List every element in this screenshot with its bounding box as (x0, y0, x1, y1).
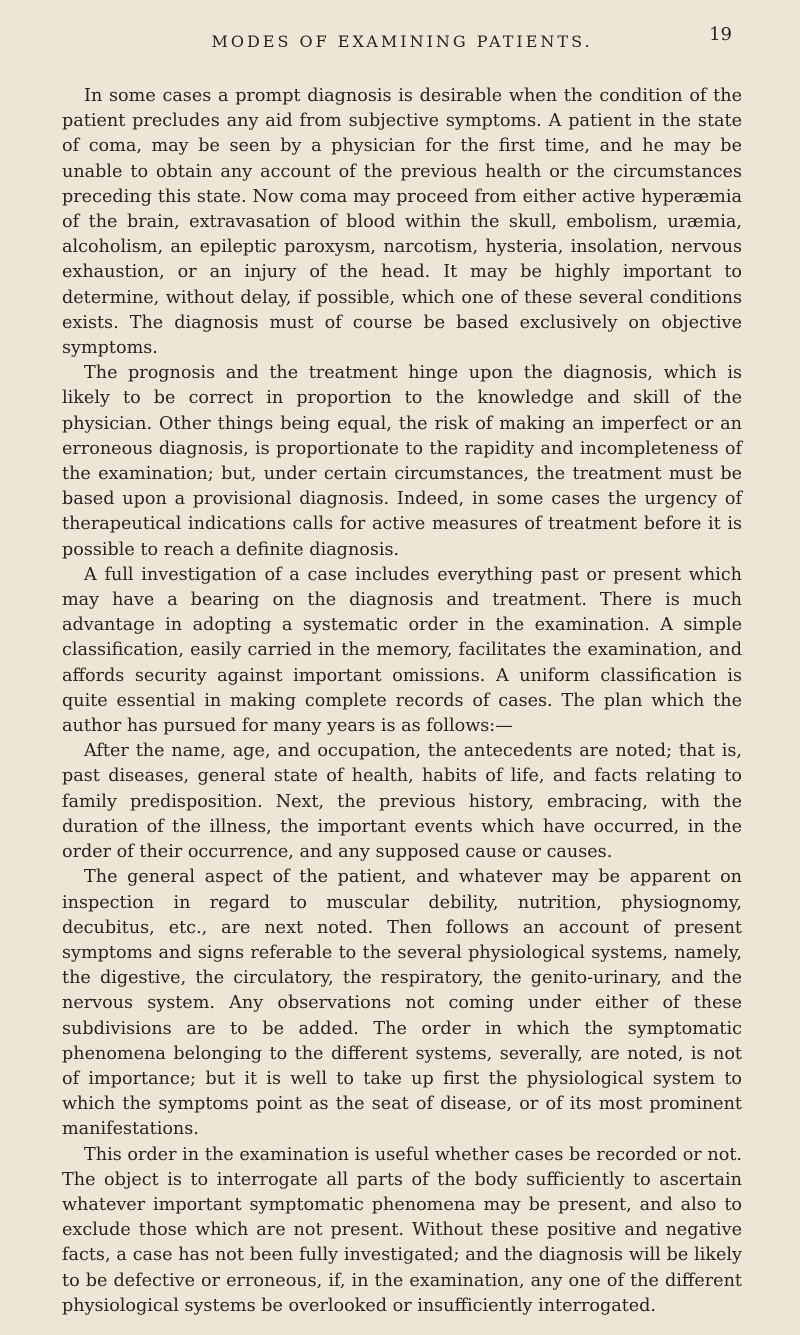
running-head-title: MODES OF EXAMINING PATIENTS. (211, 32, 593, 51)
paragraph-examination-order: This order in the examination is useful whether cases be recorded or not. The object is to interrogate all parts of the body sufficiently to ascertain whatever important symptomatic phenomena may be present, and also to exclude those which are not present. Without these positive and negative facts, a case has not been fully investigated; and the diagnosis will be likely to be defective or erroneous, if, in the examination, any one of the different physiological systems be overlooked or insufficiently interrogated. (62, 1144, 742, 1316)
paragraph-prognosis-treatment: The prognosis and the treatment hinge upon the diagnosis, which is likely to be correct in proportion to the knowledge and skill of the physician. Other things being equal, the risk of making an imperfect or an erroneous diagnosis, is proportionate to the rapidity and incompleteness of the examination; but, under certain circumstances, the treatment must be based upon a provisional diagnosis. Indeed, in some cases the urgency of therapeutical indications calls for active measures of treatment before it is possible to reach a definite diagnosis. (62, 363, 742, 560)
paragraph-full-investigation: A full investigation of a case includes everything past or present which may have a bearing on the diagnosis and treatment. There is much advantage in adopting a systematic order in the examination. A simple classification, easily carried in the memory, facilitates the examination, and affords security against important omissions. A uniform classification is quite essential in making complete records of cases. The plan which the author has pursued for many years is as follows:— (62, 564, 742, 737)
paragraph-antecedents: After the name, age, and occupation, the antecedents are noted; that is, past diseases, general state of health, habits of life, and facts relating to family predisposition. Next, the previous history, embracing, with the duration of the illness, the important events which have occurred, in the order of their occurrence, and any supposed cause or causes. (62, 741, 742, 863)
running-head (62, 20, 742, 56)
paragraph-general-aspect: The general aspect of the patient, and whatever may be apparent on inspection in regard to muscular debility, nutrition, physiognomy, decubitus, etc., are next noted. Then follows an account of present symptoms and signs referable to the several physiological systems, namely, the digestive, the circulatory, the respiratory, the genito-urinary, and the nervous system. Any observations not coming under either of these subdivisions are to be added. The order in which the symptomatic phenomena belonging to the different systems, severally, are noted, is not of importance; but it is well to take up first the physiological system to which the symptoms point as the seat of disease, or of its most prominent manifestations. (62, 867, 742, 1140)
paragraph-coma-diagnosis: In some cases a prompt diagnosis is desirable when the condition of the patient precludes any aid from subjective symptoms. A patient in the state of coma, may be seen by a physician for the first time, and he may be unable to obtain any account of the previous health or the circumstances preceding this state. Now coma may proceed from either active hyperæmia of the brain, extravasation of blood within the skull, embolism, uræmia, alcoholism, an epileptic paroxysm, narcotism, hysteria, insolation, nervous exhaustion, or an injury of the head. It may be highly important to determine, without delay, if possible, which one of these several conditions exists. The diagnosis must of course be based exclusively on objective symptoms. (62, 86, 742, 359)
body-text (62, 84, 742, 1319)
page-number: 19 (709, 24, 732, 45)
